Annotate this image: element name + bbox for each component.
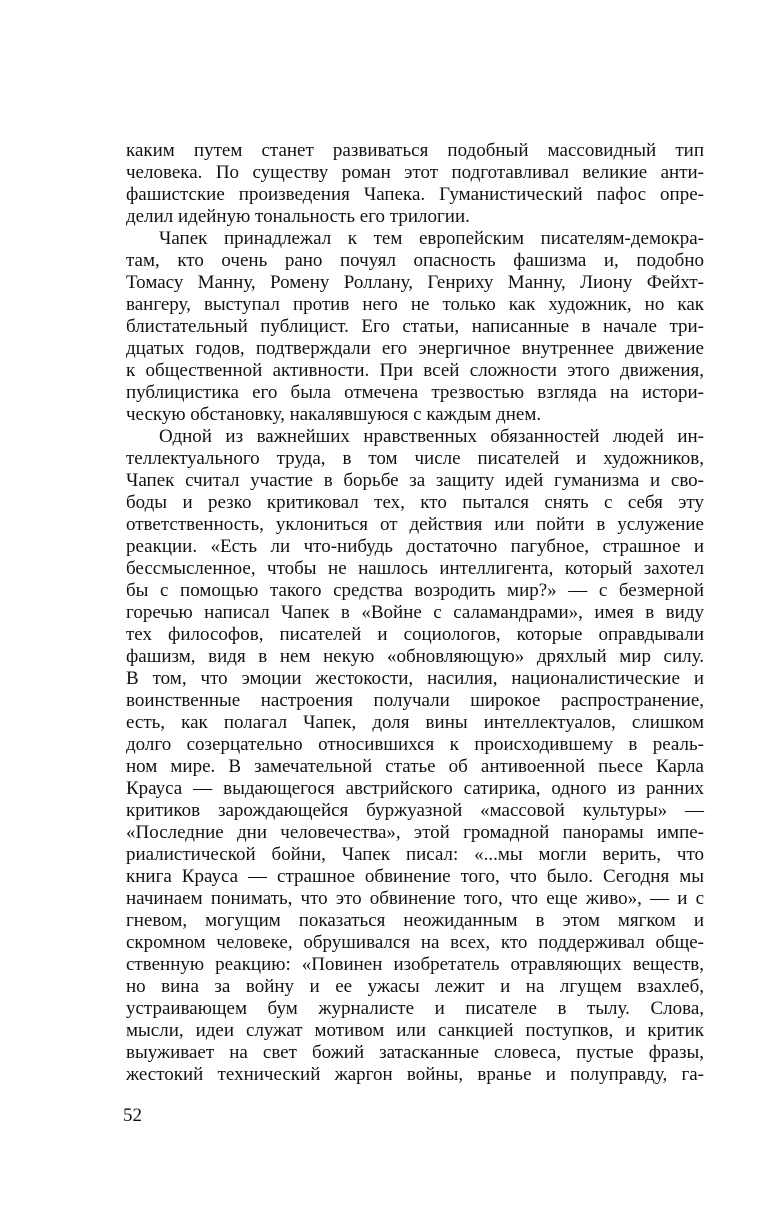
text-line: бессмысленное, чтобы не нашлось интеллигента, который захотел bbox=[126, 558, 704, 579]
text-line: мысли, идеи служат мотивом или санкцией поступков, и критик bbox=[126, 1020, 704, 1041]
paragraph bbox=[126, 228, 704, 426]
paragraph bbox=[126, 140, 704, 228]
page-number: 52 bbox=[123, 1105, 142, 1126]
text-line: Крауса — выдающегося австрийского сатирика, одного из ранних bbox=[126, 778, 704, 799]
text-line: начинаем понимать, что это обвинение того, что еще живо», — и с bbox=[126, 888, 704, 909]
text-line: фашистские произведения Чапека. Гуманистический пафос опре- bbox=[126, 184, 704, 205]
text-line: В том, что эмоции жестокости, насилия, националистические и bbox=[126, 668, 704, 689]
text-line: фашизм, видя в нем некую «обновляющую» дряхлый мир силу. bbox=[126, 646, 704, 667]
text-line: теллектуального труда, в том числе писателей и художников, bbox=[126, 448, 704, 469]
text-line: Чапек принадлежал к тем европейским писателям-демокра- bbox=[159, 228, 704, 249]
body-text bbox=[126, 140, 704, 1086]
text-line: ответственность, уклониться от действия или пойти в услужение bbox=[126, 514, 704, 535]
text-line: есть, как полагал Чапек, доля вины интеллектуалов, слишком bbox=[126, 712, 704, 733]
text-line: тех философов, писателей и социологов, которые оправдывали bbox=[126, 624, 704, 645]
text-line: блистательный публицист. Его статьи, написанные в начале три- bbox=[126, 316, 704, 337]
text-line: каким путем станет развиваться подобный массовидный тип bbox=[126, 140, 704, 161]
text-line: воинственные настроения получали широкое распространение, bbox=[126, 690, 704, 711]
text-line: публицистика его была отмечена трезвостью взгляда на истори- bbox=[126, 382, 704, 403]
text-line: реакции. «Есть ли что-нибудь достаточно пагубное, страшное и bbox=[126, 536, 704, 557]
text-line: риалистической бойни, Чапек писал: «...мы могли верить, что bbox=[126, 844, 704, 865]
text-line: боды и резко критиковал тех, кто пытался снять с себя эту bbox=[126, 492, 704, 513]
text-line: долго созерцательно относившихся к происходившему в реаль- bbox=[126, 734, 704, 755]
text-line: жестокий технический жаргон войны, вранье и полуправду, га- bbox=[126, 1064, 704, 1085]
text-line: к общественной активности. При всей сложности этого движения, bbox=[126, 360, 704, 381]
text-line: ческую обстановку, накалявшуюся с каждым днем. bbox=[126, 404, 542, 425]
text-line: бы с помощью такого средства возродить мир?» — с безмерной bbox=[126, 580, 704, 601]
text-line: выуживает на свет божий затасканные словеса, пустые фразы, bbox=[126, 1042, 704, 1063]
text-line: критиков зарождающейся буржуазной «массовой культуры» — bbox=[126, 800, 704, 821]
text-line: горечью написал Чапек в «Войне с саламандрами», имея в виду bbox=[126, 602, 704, 623]
text-line: ственную реакцию: «Повинен изобретатель отравляющих веществ, bbox=[126, 954, 704, 975]
text-line: скромном человеке, обрушивался на всех, кто поддерживал обще- bbox=[126, 932, 704, 953]
text-line: «Последние дни человечества», этой громадной панорамы импе- bbox=[126, 822, 704, 843]
paragraph bbox=[126, 426, 704, 1086]
text-line: устраивающем бум журналисте и писателе в тылу. Слова, bbox=[126, 998, 704, 1019]
text-line: вангеру, выступал против него не только как художник, но как bbox=[126, 294, 704, 315]
text-line: там, кто очень рано почуял опасность фашизма и, подобно bbox=[126, 250, 704, 271]
text-line: дцатых годов, подтверждали его энергичное внутреннее движение bbox=[126, 338, 704, 359]
text-line: гневом, могущим показаться неожиданным в этом мягком и bbox=[126, 910, 704, 931]
text-line: человека. По существу роман этот подготавливал великие анти- bbox=[126, 162, 704, 183]
text-line: Томасу Манну, Ромену Роллану, Генриху Манну, Лиону Фейхт- bbox=[126, 272, 704, 293]
text-line: ном мире. В замечательной статье об антивоенной пьесе Карла bbox=[126, 756, 704, 777]
text-line: но вина за войну и ее ужасы лежит и на лгущем взахлеб, bbox=[126, 976, 704, 997]
text-line: Одной из важнейших нравственных обязанностей людей ин- bbox=[159, 426, 704, 447]
text-line: делил идейную тональность его трилогии. bbox=[126, 206, 470, 227]
text-line: книга Крауса — страшное обвинение того, что было. Сегодня мы bbox=[126, 866, 704, 887]
text-line: Чапек считал участие в борьбе за защиту идей гуманизма и сво- bbox=[126, 470, 704, 491]
